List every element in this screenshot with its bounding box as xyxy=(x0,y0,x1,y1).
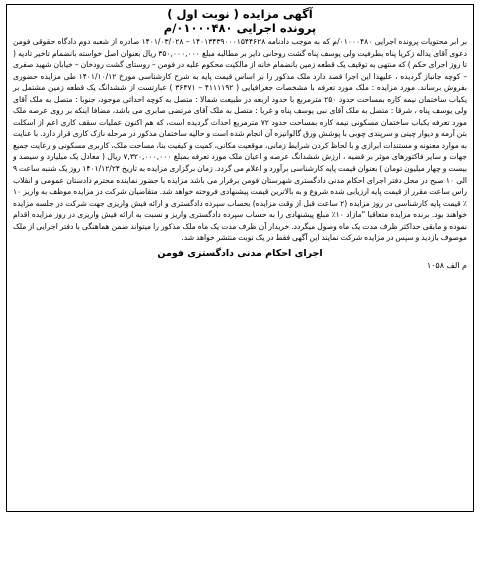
issuer-signature: اجرای احکام مدنی دادگستری فومن xyxy=(157,247,323,259)
notice-body: بر ابر محتویات پرونده اجرایی ۰۱۰۰۰۴۸۰/م که به موجب دادنامه ۱۴۰۱۳۴۳۹۰۰۰۱۵۴۴۶۲۸ – ۱۴۰۱/۰۳/۰۲۸ صادره از شعبه دوم دادگاه حقوقی فومن دعوی آقای یداله زکریا پناه بطرفیت ولی یوسف پناه گشت روحانی دایر بر مطالبه مبلغ ۳۵۰,۰۰۰,۰۰۰ ریال بعنوان اصل خواسته بانضمام تاخیر تادیه ( تا روز اجرای حکم ) که منتهی به توقیف یک قطعه زمین بانضمام خانه از مالکیت محکوم علیه در فومن – روستای گشت رودخان – خیابان شهید صفری – کوچه جانباز گردیده ، علیهذا این اجرا قصد دارد ملک مذکور را بر اساس قیمت پایه به شرح کارشناسی مورخ ۱۴۰۱/۱۰/۱۲ طی مزایده حضوری بفروش برساند. مورد مزایده : ملک مورد تعرفه با مشخصات جغرافیایی ( ۴۱۱۱۱۹۲ – ۳۶۴۷۱ ) عبارتست از ششدانگ یک قطعه زمین مشتمل بر یکباب ساختمان نیمه کاره بمساحت حدود ۲۵۰ مترمربع با حدود اربعه در طبیعت شمالا : متصل به کوچه احداثی موجود، جنوبا : متصل به ملک آقای ولی یوسف پناه ، شرقا : متصل به ملک آقای نبی یوسف پناه و غربا : متصل به ملک آقای مرتضی صابری می باشد، مضافا اینکه بر روی عرصه ملک مورد تعرفه یکباب ساختمان مسکونی نیمه کاره بمساحت حدود ۷۲ مترمربع احداث گردیده است، که هم اکنون عملیات سقف کاری اعم از اسکلت بتن آرمه و دیوار چینی و سرپندی چوبی با پوشش ورق گالوانیزه آن انجام شده است و حالیه ساختمان مذکور در مرحله نازک کاری قرار دارد. با عنایت به موارد معنونه و مستندات ابرازی و با لحاظ کردن شرایط زمانی، موقعیت مکانی، کمیت و کیفیت بنا، مساحت ملک، کاربری مسکونی و رعایت جمیع جهات و سایر فاکتورهای موثر بر قضیه ، ارزش ششدانگ عرصه و اعیان ملک مورد تعرفه بمبلغ ۷,۳۲۰,۰۰۰,۰۰۰ ریال ( معادل یک میلیارد و سیصد و بیست و چهار میلیون تومان ) بعنوان قیمت پایه کارشناسی برآورد و اعلام می گردد. زمان برگزاری مزایده به تاریخ ۱۴۰۱/۱۲/۲۴ روز یک شنبه ساعت ۹ الی ۱۰ صبح در محل دفتر اجرای احکام مدنی دادگستری شهرستان فومن برقرار می باشد مزایده با حضور نماینده محترم دادستان عمومی و انقلاب راس ساعت مقرر از قیمت پایه ارزیابی شده شروع و به بالاترین قیمت پیشنهادی فروخته خواهد شد. متقاضیان شرکت در مزایده موظف به واریز ۱۰ ٪ قیمت پایه کارشناسی در روز مزایده (۲ ساعت قبل از وقت مزایده) بحساب سپرده دادگستری و ارائه فیش واریزی جهت شرکت در جلسه مزایده خواهند بود. برنده مزایده متعاقبا "مازاد ۱۰٪ مبلغ پیشنهادی را به حساب سپرده دادگستری واریز و نسبت به ارائه فیش واریزی در روز مزایده اقدام نموده و مابقی حداکثر ظرف مدت یک ماه وصول میگردد. خریدار آن ظرف مدت یک ماه ملک مذکور را میتواند ضمن هماهنگی با دفتر اجرایی از ملک موصوف بازدید و سپس در مزایده شرکت نمایند این آگهی فقط در یک نوبت منتشر خواهد شد. xyxy=(13,37,468,243)
case-number: پرونده اجرایی ۰۱۰۰۰۴۸۰/م xyxy=(163,21,317,35)
notice-header xyxy=(13,7,467,35)
reference-number: م الف ۱۰۵۸ xyxy=(426,260,467,270)
auction-notice xyxy=(6,4,474,512)
notice-title: آگهی مزایده ( نوبت اول ) xyxy=(167,7,313,21)
